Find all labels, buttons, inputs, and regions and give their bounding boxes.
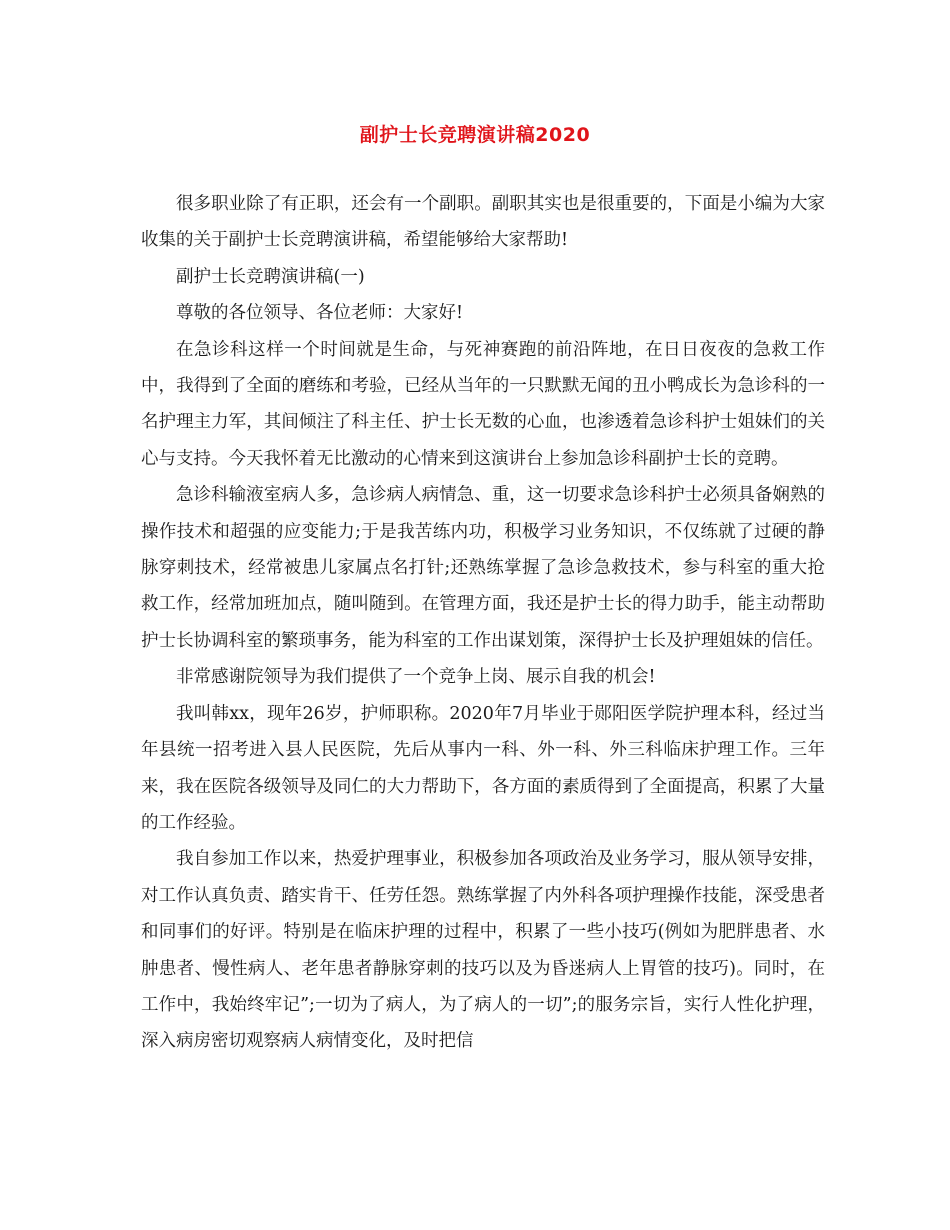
paragraph-body: 我自参加工作以来，热爱护理事业，积极参加各项政治及业务学习，服从领导安排，对工作认真负责、踏实肯干、任劳任怨。熟练掌握了内外科各项护理操作技能，深受患者和同事们的好评。特别是在临床护理的过程中，积累了一些小技巧(例如为肥胖患者、水肿患者、慢性病人、老年患者静脉穿刺的技巧以及为昏迷病人上胃管的技巧)。同时，在工作中，我始终牢记”;一切为了病人，为了病人的一切”;的服务宗旨，实行人性化护理，深入病房密切观察病人病情变化，及时把信 — [141, 849, 825, 1052]
paragraph-greeting: 尊敬的各位领导、各位老师：大家好! — [176, 303, 464, 324]
paragraph-body: 非常感谢院领导为我们提供了一个竞争上岗、展示自我的机会! — [176, 667, 656, 688]
paragraph-body: 我叫韩xx，现年26岁，护师职称。2020年7月毕业于郧阳医学院护理本科，经过当年县统一招考进入县人民医院，先后从事内一科、外一科、外三科临床护理工作。三年来，我在医院各级领导及同仁的大力帮助下，各方面的素质得到了全面提高，积累了大量的工作经验。 — [141, 703, 825, 833]
paragraph-section-heading: 副护士长竞聘演讲稿(一) — [176, 266, 365, 287]
document-title: 副护士长竞聘演讲稿2020 — [359, 124, 591, 146]
paragraph-body: 急诊科输液室病人多，急诊病人病情急、重，这一切要求急诊科护士必须具备娴熟的操作技术和超强的应变能力;于是我苦练内功，积极学习业务知识，不仅练就了过硬的静脉穿刺技术，经常被患儿家属点名打针;还熟练掌握了急诊急救技术，参与科室的重大抢救工作，经常加班加点，随叫随到。在管理方面，我还是护士长的得力助手，能主动帮助护士长协调科室的繁琐事务，能为科室的工作出谋划策，深得护士长及护理姐妹的信任。 — [141, 485, 825, 651]
paragraph-body: 在急诊科这样一个时间就是生命，与死神赛跑的前沿阵地，在日日夜夜的急救工作中，我得到了全面的磨练和考验，已经从当年的一只默默无闻的丑小鸭成长为急诊科的一名护理主力军，其间倾注了科主任、护士长无数的心血，也渗透着急诊科护士姐妹们的关心与支持。今天我怀着无比激动的心情来到这演讲台上参加急诊科副护士长的竞聘。 — [141, 339, 825, 469]
paragraph-intro: 很多职业除了有正职，还会有一个副职。副职其实也是很重要的，下面是小编为大家收集的关于副护士长竞聘演讲稿，希望能够给大家帮助! — [141, 194, 825, 251]
document-body — [141, 186, 825, 1060]
